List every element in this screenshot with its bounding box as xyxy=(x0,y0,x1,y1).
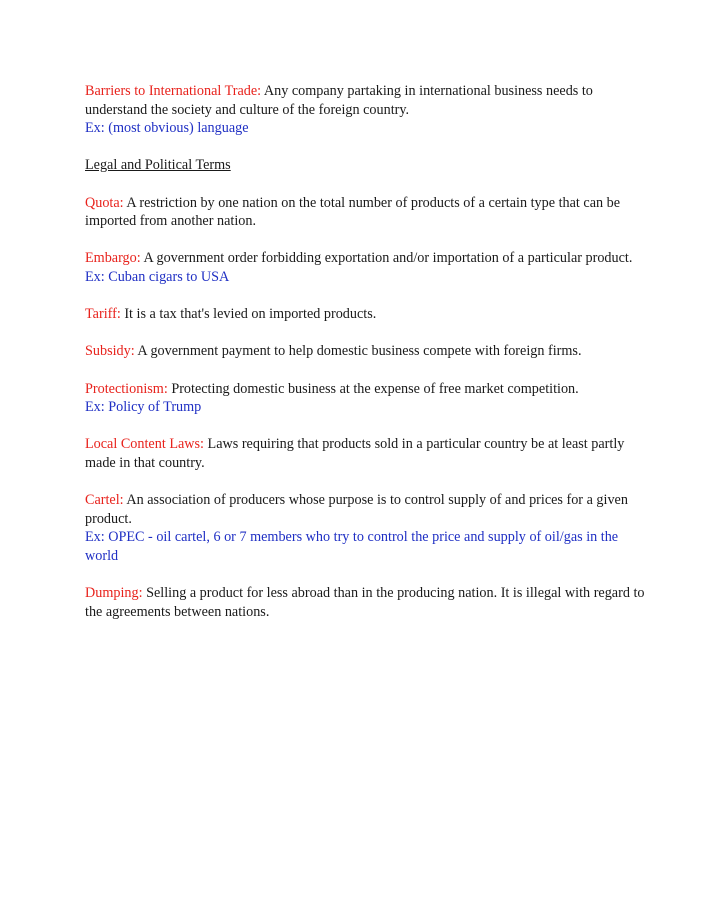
term-definition: Any company partaking in international business needs to understand the society and culture of the foreign country. xyxy=(85,83,593,118)
term-example: Ex: OPEC - oil cartel, 6 or 7 members who try to control the price and supply of oil/gas in the world xyxy=(85,529,619,564)
term-label: Protectionism: xyxy=(85,380,168,397)
term-label: Barriers to International Trade: xyxy=(85,83,262,99)
term-example: Ex: Policy of Trump xyxy=(85,399,202,416)
term-definition: An association of producers whose purpose is to control supply of and prices for a given product. xyxy=(85,492,628,527)
section-heading-wrapper xyxy=(85,156,645,175)
entry-barriers xyxy=(85,82,645,138)
term-definition: It is a tax that's levied on imported products. xyxy=(120,306,377,323)
term-label: Cartel: xyxy=(85,492,124,509)
term-example: Ex: Cuban cigars to USA xyxy=(85,268,230,285)
entry-local-content-laws xyxy=(85,435,645,472)
term-example: Ex: (most obvious) language xyxy=(85,120,249,137)
term-label: Subsidy: xyxy=(85,343,135,360)
entry-dumping xyxy=(85,584,645,621)
term-definition: Protecting domestic business at the expense of free market competition. xyxy=(167,380,579,397)
entry-cartel xyxy=(85,491,645,565)
entry-embargo xyxy=(85,249,645,286)
term-definition: A restriction by one nation on the total number of products of a certain type that can be imported from another nation. xyxy=(85,194,621,230)
term-label: Quota: xyxy=(85,194,124,211)
entry-tariff xyxy=(85,305,645,324)
term-label: Dumping: xyxy=(85,585,143,602)
document-page xyxy=(85,82,645,640)
term-definition: Selling a product for less abroad than in the producing nation. It is illegal with regard to the agreements between nations. xyxy=(85,585,645,620)
term-label: Embargo: xyxy=(85,250,141,267)
term-definition: Laws requiring that products sold in a particular country be at least partly made in that country. xyxy=(85,436,625,471)
section-heading: Legal and Political Terms xyxy=(85,157,231,174)
term-definition: A government payment to help domestic business compete with foreign firms. xyxy=(134,343,582,360)
term-definition: A government order forbidding exportation and/or importation of a particular product. xyxy=(140,250,633,267)
entry-protectionism xyxy=(85,380,645,417)
term-label: Local Content Laws: xyxy=(85,436,204,453)
term-label: Tariff: xyxy=(85,306,121,323)
entry-quota xyxy=(85,194,645,231)
entry-subsidy xyxy=(85,342,645,361)
